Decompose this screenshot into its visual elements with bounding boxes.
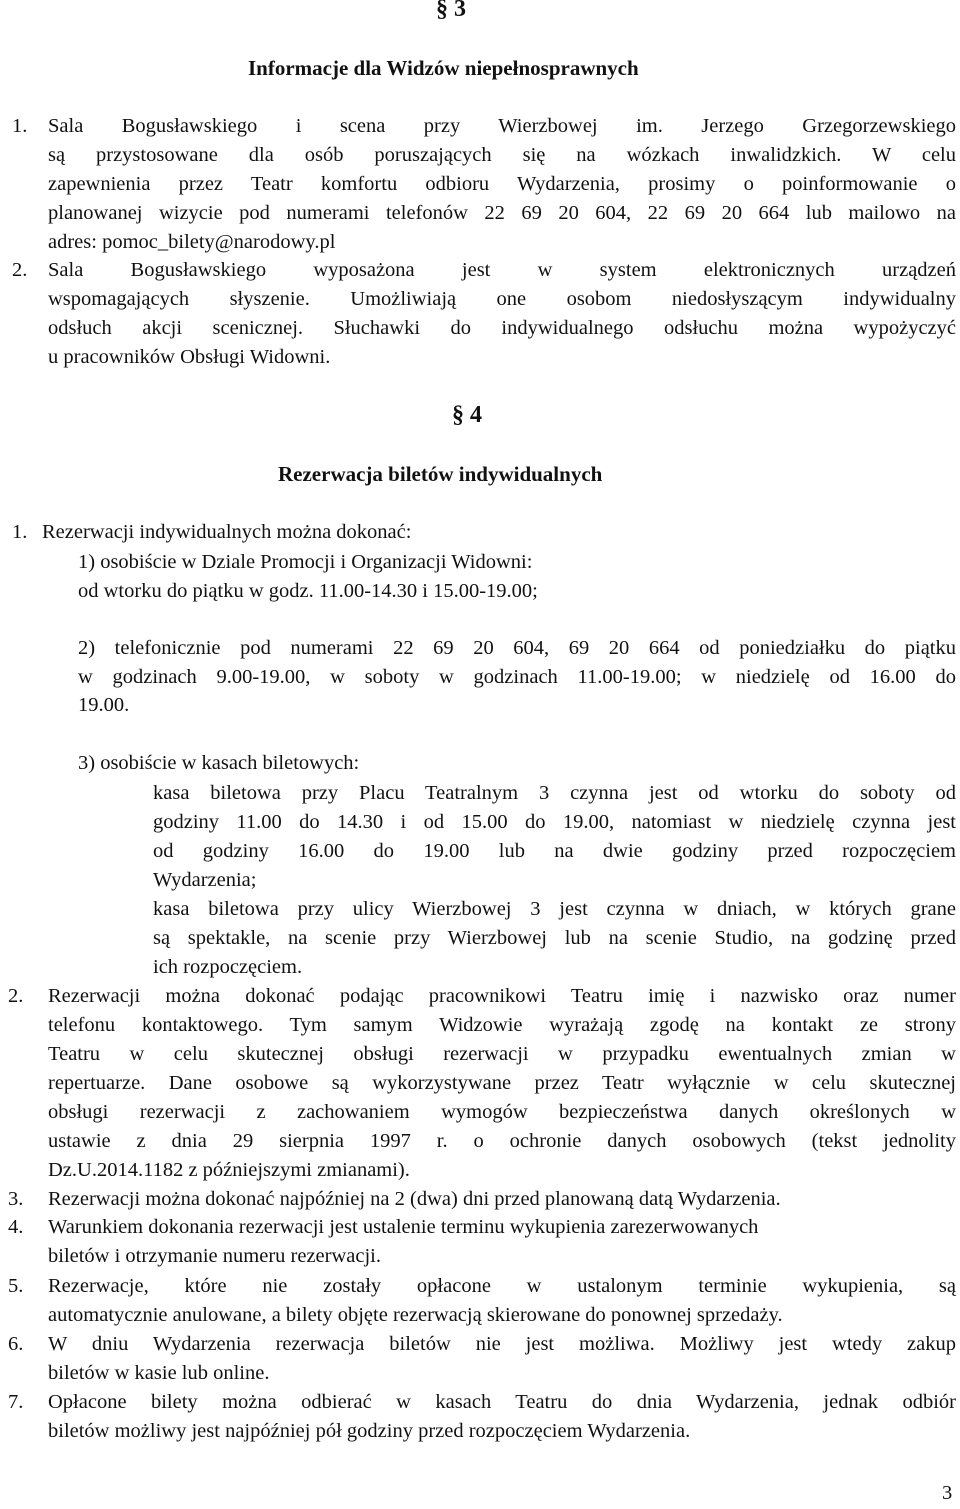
- paragraph-line-text: kasa biletowa przy Placu Teatralnym 3 czynna jest od wtorku do soboty od: [153, 782, 956, 804]
- email-address: adres: pomoc_bilety@narodowy.pl: [48, 231, 336, 253]
- list-number: 6.: [8, 1333, 24, 1355]
- paragraph-line: [48, 1043, 956, 1066]
- paragraph-line: [48, 1014, 956, 1037]
- section-3-heading: Informacje dla Widzów niepełnosprawnych: [248, 56, 639, 80]
- ticket-office-1-line: [153, 782, 956, 805]
- paragraph-line-text: kasa biletowa przy ulicy Wierzbowej 3 jest czynna w dniach, w których grane: [153, 898, 956, 920]
- list-number: 7.: [8, 1391, 24, 1413]
- paragraph-line: [48, 1391, 956, 1414]
- paragraph-line: u pracowników Obsługi Widowni.: [48, 346, 331, 368]
- subitem-2-line: 19.00.: [78, 694, 130, 716]
- ticket-office-2-line: [153, 898, 956, 921]
- subitem-3-title: 3) osobiście w kasach biletowych:: [78, 752, 360, 774]
- paragraph-line-text: planowanej wizycie pod numerami telefonów 22 69 20 604, 22 69 20 664 lub mailowo na: [48, 202, 956, 224]
- list-number: 1.: [12, 521, 28, 543]
- paragraph-line-text: od godziny 16.00 do 19.00 lub na dwie godziny przed rozpoczęciem: [153, 840, 956, 862]
- paragraph-line: [48, 259, 956, 282]
- paragraph-line: [48, 288, 956, 311]
- paragraph-line-text: 2) telefonicznie pod numerami 22 69 20 604, 69 20 664 od poniedziałku do piątku: [78, 637, 956, 659]
- page-number: 3: [942, 1482, 953, 1504]
- section-4-heading: Rezerwacja biletów indywidualnych: [278, 462, 603, 486]
- subitem-1-line: od wtorku do piątku w godz. 11.00-14.30 i 15.00-19.00;: [78, 580, 538, 602]
- list-number: 4.: [8, 1216, 24, 1238]
- paragraph-line-text: Rezerwacje, które nie zostały opłacone w ustalonym terminie wykupienia, są: [48, 1275, 956, 1297]
- paragraph-line: [48, 173, 956, 196]
- list-number: 2.: [8, 985, 24, 1007]
- paragraph-line-text: Opłacone bilety można odbierać w kasach Teatru do dnia Wydarzenia, jednak odbiór: [48, 1391, 956, 1413]
- subitem-1-line: 1) osobiście w Dziale Promocji i Organizacji Widowni:: [78, 551, 533, 573]
- section-3-symbol: § 3: [436, 0, 466, 22]
- paragraph-line: [48, 317, 956, 340]
- paragraph-line: Rezerwacji można dokonać najpóźniej na 2 (dwa) dni przed planowaną datą Wydarzenia.: [48, 1188, 781, 1210]
- paragraph-line: Rezerwacji indywidualnych można dokonać:: [42, 521, 412, 543]
- paragraph-line: biletów i otrzymanie numeru rezerwacji.: [48, 1245, 381, 1267]
- paragraph-line: [48, 144, 956, 167]
- paragraph-line-text: Sala Bogusławskiego wyposażona jest w system elektronicznych urządzeń: [48, 259, 956, 281]
- paragraph-line-text: Teatru w celu skutecznej obsługi rezerwacji w przypadku ewentualnych zmian w: [48, 1043, 956, 1065]
- paragraph-line-text: są spektakle, na scenie przy Wierzbowej lub na scenie Studio, na godzinę przed: [153, 927, 956, 949]
- paragraph-line: [48, 985, 956, 1008]
- paragraph-line-text: zapewnienia przez Teatr komfortu odbioru Wydarzenia, prosimy o poinformowanie o: [48, 173, 956, 195]
- paragraph-line-text: wspomagających słyszenie. Umożliwiają one osobom niedosłyszącym indywidualny: [48, 288, 956, 310]
- list-number: 1.: [12, 115, 28, 137]
- list-number: 2.: [12, 259, 28, 281]
- ticket-office-2-line: [153, 927, 956, 950]
- paragraph-line-text: repertuarze. Dane osobowe są wykorzystywane przez Teatr wyłącznie w celu skutecznej: [48, 1072, 956, 1094]
- section-4-symbol: § 4: [452, 402, 482, 428]
- list-number: 3.: [8, 1188, 24, 1210]
- paragraph-line: [48, 1072, 956, 1095]
- paragraph-line: Warunkiem dokonania rezerwacji jest ustalenie terminu wykupienia zarezerwowanych: [48, 1216, 759, 1238]
- paragraph-line-text: ustawie z dnia 29 sierpnia 1997 r. o ochronie danych osobowych (tekst jednolity: [48, 1130, 956, 1152]
- ticket-office-1-line: [153, 840, 956, 863]
- paragraph-line-text: W dniu Wydarzenia rezerwacja biletów nie jest możliwa. Możliwy jest wtedy zakup: [48, 1333, 956, 1355]
- paragraph-line: biletów w kasie lub online.: [48, 1362, 270, 1384]
- list-number: 5.: [8, 1275, 24, 1297]
- paragraph-line: biletów możliwy jest najpóźniej pół godziny przed rozpoczęciem Wydarzenia.: [48, 1420, 691, 1442]
- paragraph-line-text: Sala Bogusławskiego i scena przy Wierzbowej im. Jerzego Grzegorzewskiego: [48, 115, 956, 137]
- paragraph-line: [48, 1275, 956, 1298]
- paragraph-line: [48, 1130, 956, 1153]
- paragraph-line-text: są przystosowane dla osób poruszających się na wózkach inwalidzkich. W celu: [48, 144, 956, 166]
- paragraph-line-text: w godzinach 9.00-19.00, w soboty w godzinach 11.00-19.00; w niedzielę od 16.00 do: [78, 666, 956, 688]
- paragraph-line: [48, 202, 956, 225]
- paragraph-line: [48, 1101, 956, 1124]
- subitem-2-line: [78, 637, 956, 660]
- paragraph-line-text: telefonu kontaktowego. Tym samym Widzowie wyrażają zgodę na kontakt ze strony: [48, 1014, 956, 1036]
- paragraph-line: [48, 115, 956, 138]
- ticket-office-1-line: [153, 811, 956, 834]
- paragraph-line-text: godziny 11.00 do 14.30 i od 15.00 do 19.00, natomiast w niedzielę czynna jest: [153, 811, 956, 833]
- paragraph-line: automatycznie anulowane, a bilety objęte rezerwacją skierowane do ponownej sprzedaży.: [48, 1304, 783, 1326]
- paragraph-line: Dz.U.2014.1182 z późniejszymi zmianami).: [48, 1159, 410, 1181]
- subitem-2-line: [78, 666, 956, 689]
- ticket-office-1-line: Wydarzenia;: [153, 869, 257, 891]
- paragraph-line-text: obsługi rezerwacji z zachowaniem wymogów bezpieczeństwa danych określonych w: [48, 1101, 956, 1123]
- ticket-office-2-line: ich rozpoczęciem.: [153, 956, 303, 978]
- paragraph-line-text: odsłuch akcji scenicznej. Słuchawki do indywidualnego odsłuchu można wypożyczyć: [48, 317, 956, 339]
- paragraph-line-text: Rezerwacji można dokonać podając pracownikowi Teatru imię i nazwisko oraz numer: [48, 985, 956, 1007]
- paragraph-line: [48, 1333, 956, 1356]
